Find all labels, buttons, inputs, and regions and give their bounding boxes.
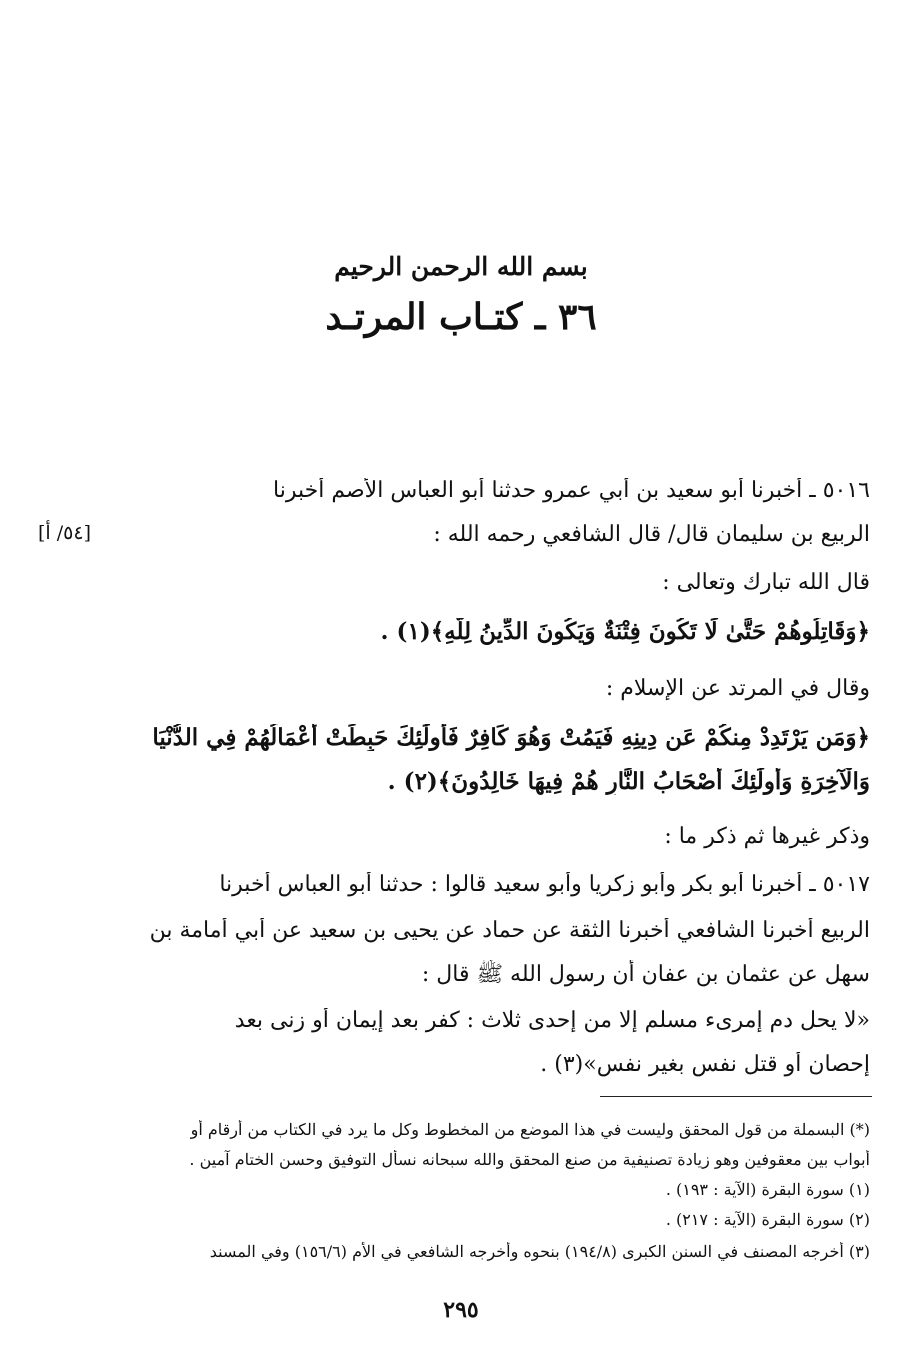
body-line-2: الربيع بن سليمان قال/ قال الشافعي رحمه الله : (433, 522, 870, 547)
book-title: ٣٦ ـ كتـاب المرتـد (325, 296, 597, 338)
footnote-separator (600, 1096, 872, 1097)
body-line-11: سهل عن عثمان بن عفان أن رسول الله ﷺ قال : (421, 962, 870, 987)
body-line-3: قال الله تبارك وتعالى : (662, 570, 870, 595)
hadith-line-1: «لا يحل دم إمرىء مسلم إلا من إحدى ثلاث : كفر بعد إيمان أو زنى بعد (234, 1008, 870, 1033)
quran-verse-2-line-1: ﴿وَمَن يَرْتَدِدْ مِنكُمْ عَن دِينِهِ فَيَمُتْ وَهُوَ كَافِرٌ فَأُولَٰئِكَ حَبِطَتْ أَعْمَالُهُمْ فِي الدُّنْيَا (152, 724, 870, 751)
quran-verse-1: ﴿وَقَاتِلُوهُمْ حَتَّىٰ لَا تَكُونَ فِتْنَةٌ وَيَكُونَ الدِّينُ لِلَّهِ﴾(١) . (380, 618, 870, 645)
body-line-1: ٥٠١٦ ـ أخبرنا أبو سعيد بن أبي عمرو حدثنا أبو العباس الأصم أخبرنا (273, 478, 870, 503)
footnote-line-1: (*) البسملة من قول المحقق وليست في هذا الموضع من المخطوط وكل ما يرد في الكتاب من أرقام أو (190, 1120, 870, 1139)
hadith-line-2: إحصان أو قتل نفس بغير نفس»(٣) . (540, 1052, 870, 1077)
body-line-9: ٥٠١٧ ـ أخبرنا أبو بكر وأبو زكريا وأبو سعيد قالوا : حدثنا أبو العباس أخبرنا (219, 872, 870, 897)
folio-marker: [٥٤/ أ] (38, 522, 91, 544)
body-line-10: الربيع أخبرنا الشافعي أخبرنا الثقة عن حماد عن يحيى بن سعيد عن أبي أمامة بن (149, 918, 870, 943)
body-line-8: وذكر غيرها ثم ذكر ما : (664, 824, 870, 849)
footnote-line-4: (٢) سورة البقرة (الآية : ٢١٧) . (665, 1210, 870, 1229)
footnote-line-3: (١) سورة البقرة (الآية : ١٩٣) . (665, 1180, 870, 1199)
page-number: ٢٩٥ (443, 1297, 479, 1323)
footnote-line-5: (٣) أخرجه المصنف في السنن الكبرى (١٩٤/٨) بنحوه وأخرجه الشافعي في الأم (١٥٦/٦) وفي المسند (209, 1242, 870, 1261)
quran-verse-2-line-2: وَالْآخِرَةِ وَأُولَٰئِكَ أَصْحَابُ النَّارِ هُمْ فِيهَا خَالِدُونَ﴾(٢) . (387, 768, 870, 795)
footnote-line-2: أبواب بين معقوفين وهو زيادة تصنيفية من صنع المحقق والله سبحانه نسأل التوفيق وحسن الختام آمين . (189, 1150, 870, 1169)
body-line-5: وقال في المرتد عن الإسلام : (605, 676, 870, 701)
basmala: بسم الله الرحمن الرحيم (334, 252, 588, 281)
